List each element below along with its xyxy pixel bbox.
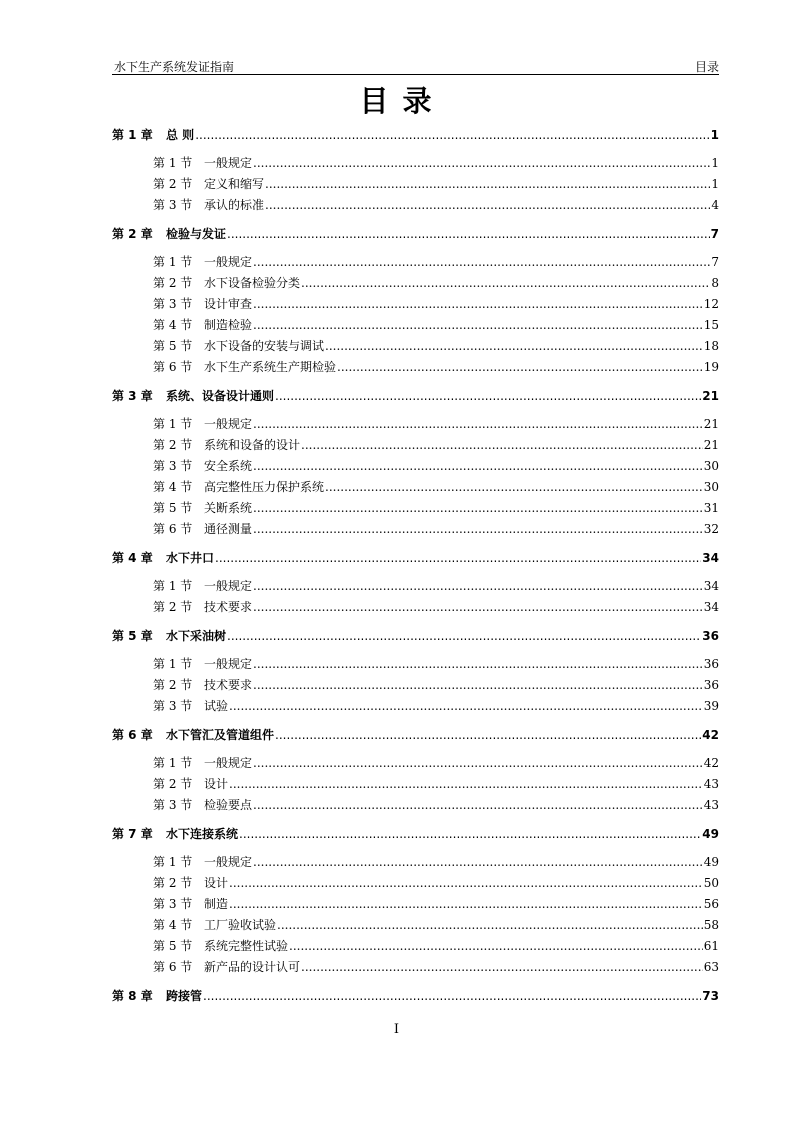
section-number: 第 2 节 (153, 777, 193, 791)
dot-leader (301, 438, 703, 452)
toc-chapter-entry[interactable] (112, 825, 719, 846)
section-number: 第 4 节 (153, 318, 193, 332)
toc-section-entry[interactable] (112, 676, 719, 697)
toc-section-entry[interactable] (112, 697, 719, 718)
section-page-number: 15 (703, 318, 719, 332)
section-number: 第 2 节 (153, 276, 193, 290)
section-title: 一般规定 (204, 156, 253, 170)
section-title: 通径测量 (204, 522, 253, 536)
section-page-number: 63 (703, 960, 719, 974)
chapter-page-number: 36 (702, 629, 719, 643)
chapter-title: 水下井口 (166, 551, 215, 565)
section-number: 第 3 节 (153, 798, 193, 812)
dot-leader (229, 699, 703, 713)
section-page-number: 21 (703, 417, 719, 431)
chapter-number: 第 4 章 (112, 551, 153, 565)
chapter-page-number: 21 (702, 389, 719, 403)
section-page-number: 19 (703, 360, 719, 374)
chapter-page-number: 1 (710, 128, 719, 142)
section-number: 第 1 节 (153, 756, 193, 770)
toc-section-entry[interactable] (112, 598, 719, 619)
dot-leader (253, 318, 703, 332)
section-title: 设计 (204, 777, 229, 791)
dot-leader (253, 579, 703, 593)
dot-leader (289, 939, 703, 953)
section-page-number: 36 (703, 657, 719, 671)
dot-leader (253, 678, 703, 692)
section-number: 第 6 节 (153, 960, 193, 974)
section-page-number: 56 (703, 897, 719, 911)
dot-leader (229, 876, 703, 890)
dot-leader (325, 480, 703, 494)
section-number: 第 1 节 (153, 156, 193, 170)
section-number: 第 3 节 (153, 897, 193, 911)
toc-section-entry[interactable] (112, 916, 719, 937)
dot-leader (275, 389, 701, 403)
section-number: 第 4 节 (153, 480, 193, 494)
chapter-page-number: 49 (702, 827, 719, 841)
dot-leader (229, 777, 703, 791)
section-page-number: 32 (703, 522, 719, 536)
chapter-page-number: 7 (710, 227, 719, 241)
section-page-number: 21 (703, 438, 719, 452)
toc-section-entry[interactable] (112, 520, 719, 541)
section-title: 制造 (204, 897, 229, 911)
toc-section-entry[interactable] (112, 655, 719, 676)
dot-leader (227, 227, 710, 241)
chapter-page-number: 34 (702, 551, 719, 565)
chapter-number: 第 7 章 (112, 827, 153, 841)
dot-leader (253, 297, 703, 311)
section-page-number: 61 (703, 939, 719, 953)
chapter-title: 水下采油树 (166, 629, 227, 643)
section-title: 一般规定 (204, 855, 253, 869)
section-title: 设计 (204, 876, 229, 890)
section-page-number: 34 (703, 600, 719, 614)
section-title: 水下设备的安装与调试 (204, 339, 325, 353)
chapter-number: 第 3 章 (112, 389, 153, 403)
dot-leader (301, 960, 703, 974)
section-page-number: 8 (711, 276, 719, 290)
section-number: 第 6 节 (153, 522, 193, 536)
section-title: 定义和缩写 (204, 177, 265, 191)
toc-section-entry[interactable] (112, 895, 719, 916)
toc-section-entry[interactable] (112, 457, 719, 478)
toc-section-entry[interactable] (112, 154, 719, 175)
chapter-number: 第 1 章 (112, 128, 153, 142)
section-number: 第 3 节 (153, 699, 193, 713)
chapter-number: 第 6 章 (112, 728, 153, 742)
section-title: 一般规定 (204, 756, 253, 770)
section-title: 承认的标准 (204, 198, 265, 212)
dot-leader (215, 551, 701, 565)
section-page-number: 43 (703, 777, 719, 791)
section-page-number: 34 (703, 579, 719, 593)
dot-leader (253, 600, 703, 614)
chapter-number: 第 2 章 (112, 227, 153, 241)
section-title: 系统完整性试验 (204, 939, 289, 953)
header-document-title: 水下生产系统发证指南 (114, 60, 235, 74)
dot-leader (227, 629, 701, 643)
section-title: 制造检验 (204, 318, 253, 332)
section-page-number: 30 (703, 480, 719, 494)
section-number: 第 2 节 (153, 600, 193, 614)
dot-leader (253, 501, 703, 515)
toc-section-entry[interactable] (112, 415, 719, 436)
chapter-number: 第 5 章 (112, 629, 153, 643)
dot-leader (253, 522, 703, 536)
toc-section-entry[interactable] (112, 754, 719, 775)
toc-section-entry[interactable] (112, 478, 719, 499)
section-page-number: 36 (703, 678, 719, 692)
section-page-number: 4 (711, 198, 719, 212)
toc-section-entry[interactable] (112, 937, 719, 958)
dot-leader (253, 657, 703, 671)
toc-section-entry[interactable] (112, 337, 719, 358)
section-title: 一般规定 (204, 657, 253, 671)
toc-section-entry[interactable] (112, 874, 719, 895)
chapter-page-number: 42 (702, 728, 719, 742)
chapter-number: 第 8 章 (112, 989, 153, 1003)
section-title: 一般规定 (204, 417, 253, 431)
section-title: 设计审查 (204, 297, 253, 311)
dot-leader (325, 339, 703, 353)
dot-leader (275, 728, 701, 742)
dot-leader (253, 255, 710, 269)
section-page-number: 1 (711, 156, 719, 170)
toc-section-entry[interactable] (112, 958, 719, 979)
toc-section-entry[interactable] (112, 577, 719, 598)
section-title: 试验 (204, 699, 229, 713)
section-title: 工厂验收试验 (204, 918, 277, 932)
toc-chapter-entry[interactable] (112, 726, 719, 747)
dot-leader (253, 417, 703, 431)
toc-section-entry[interactable] (112, 775, 719, 796)
dot-leader (337, 360, 703, 374)
dot-leader (195, 128, 709, 142)
section-page-number: 31 (703, 501, 719, 515)
toc-section-entry[interactable] (112, 853, 719, 874)
toc-section-entry[interactable] (112, 295, 719, 316)
section-title: 一般规定 (204, 579, 253, 593)
section-page-number: 43 (703, 798, 719, 812)
section-title: 安全系统 (204, 459, 253, 473)
toc-chapter-entry[interactable] (112, 549, 719, 570)
section-number: 第 1 节 (153, 855, 193, 869)
dot-leader (265, 177, 710, 191)
dot-leader (253, 798, 703, 812)
section-title: 水下设备检验分类 (204, 276, 301, 290)
running-header (112, 57, 719, 75)
section-number: 第 3 节 (153, 198, 193, 212)
chapter-title: 总 则 (166, 128, 195, 142)
section-page-number: 18 (703, 339, 719, 353)
toc-chapter-entry[interactable] (112, 987, 719, 1008)
section-title: 新产品的设计认可 (204, 960, 301, 974)
section-number: 第 3 节 (153, 297, 193, 311)
chapter-title: 跨接管 (166, 989, 203, 1003)
toc-section-entry[interactable] (112, 499, 719, 520)
section-page-number: 12 (703, 297, 719, 311)
section-number: 第 6 节 (153, 360, 193, 374)
chapter-title: 系统、设备设计通则 (166, 389, 275, 403)
section-number: 第 2 节 (153, 876, 193, 890)
toc-section-entry[interactable] (112, 358, 719, 379)
dot-leader (277, 918, 703, 932)
dot-leader (203, 989, 701, 1003)
dot-leader (229, 897, 703, 911)
dot-leader (253, 855, 703, 869)
toc-section-entry[interactable] (112, 253, 719, 274)
section-number: 第 5 节 (153, 939, 193, 953)
section-page-number: 39 (703, 699, 719, 713)
chapter-page-number: 73 (702, 989, 719, 1003)
dot-leader (239, 827, 701, 841)
section-title: 技术要求 (204, 678, 253, 692)
section-title: 高完整性压力保护系统 (204, 480, 325, 494)
section-page-number: 58 (703, 918, 719, 932)
section-number: 第 1 节 (153, 657, 193, 671)
section-page-number: 1 (711, 177, 719, 191)
section-title: 检验要点 (204, 798, 253, 812)
header-section-name: 目录 (694, 60, 719, 74)
section-number: 第 1 节 (153, 255, 193, 269)
section-number: 第 1 节 (153, 579, 193, 593)
section-title: 水下生产系统生产期检验 (204, 360, 337, 374)
toc-section-entry[interactable] (112, 436, 719, 457)
section-number: 第 2 节 (153, 177, 193, 191)
dot-leader (265, 198, 710, 212)
section-page-number: 7 (711, 255, 719, 269)
section-number: 第 3 节 (153, 459, 193, 473)
dot-leader (253, 459, 703, 473)
section-number: 第 2 节 (153, 438, 193, 452)
section-number: 第 1 节 (153, 417, 193, 431)
section-page-number: 49 (703, 855, 719, 869)
toc-chapter-entry[interactable] (112, 627, 719, 648)
section-number: 第 4 节 (153, 918, 193, 932)
chapter-title: 水下连接系统 (166, 827, 239, 841)
page-title: 目 录 (359, 84, 434, 118)
section-number: 第 2 节 (153, 678, 193, 692)
section-title: 一般规定 (204, 255, 253, 269)
section-title: 技术要求 (204, 600, 253, 614)
section-title: 系统和设备的设计 (204, 438, 301, 452)
dot-leader (301, 276, 710, 290)
section-page-number: 42 (703, 756, 719, 770)
toc-section-entry[interactable] (112, 796, 719, 817)
section-number: 第 5 节 (153, 501, 193, 515)
toc-chapter-entry[interactable] (112, 387, 719, 408)
toc-chapter-entry[interactable] (112, 225, 719, 246)
section-title: 关断系统 (204, 501, 253, 515)
table-of-contents (112, 126, 719, 1008)
dot-leader (253, 756, 703, 770)
toc-chapter-entry[interactable] (112, 126, 719, 147)
toc-section-entry[interactable] (112, 196, 719, 217)
section-page-number: 50 (703, 876, 719, 890)
toc-section-entry[interactable] (112, 316, 719, 337)
section-page-number: 30 (703, 459, 719, 473)
page-number: I (393, 1022, 400, 1037)
section-number: 第 5 节 (153, 339, 193, 353)
toc-section-entry[interactable] (112, 175, 719, 196)
chapter-title: 检验与发证 (166, 227, 227, 241)
chapter-title: 水下管汇及管道组件 (166, 728, 275, 742)
toc-section-entry[interactable] (112, 274, 719, 295)
dot-leader (253, 156, 710, 170)
